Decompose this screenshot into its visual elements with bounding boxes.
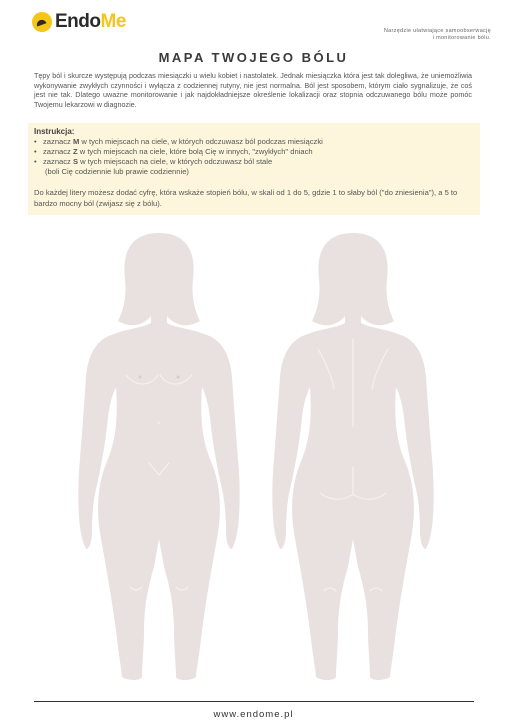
- body-silhouette-back: [268, 227, 438, 687]
- intro-paragraph: Tępy ból i skurcze występują podczas miesiączki u wielu kobiet i nastolatek. Jednak miesiączka która jest tak dolegliwa, że uniemożliwia wykonywanie zwykłych czynności i wyłącza z codziennej rutyny, nie jest normalna. Ból jest sposobem, którym ciało sygnalizuje, że coś jest nie tak. Dlatego uważne monitorowanie i jak najdokładniejsze określenie lokalizacji oraz stopnia odczuwanego bólu może pomóc Twojemu lekarzowi w diagnozie.: [34, 71, 472, 109]
- instruction-item-s: • zaznacz S w tych miejscach na ciele, w których odczuwasz ból stale: [34, 157, 273, 166]
- body-silhouette-front: [74, 227, 244, 687]
- tagline: [384, 28, 491, 42]
- instruction-item-z: • zaznacz Z w tych miejscach na ciele, które bolą Cię w innych, "zwykłych" dniach: [34, 147, 313, 156]
- page-title: MAPA TWOJEGO BÓLU: [158, 50, 349, 65]
- instruction-box: [28, 123, 480, 215]
- endome-logo: [32, 11, 126, 33]
- logo-text: EndoMe: [55, 11, 126, 32]
- pain-scale-note: Do każdej litery możesz dodać cyfrę, która wskaże stopień bólu, w skali od 1 do 5, gdzie 1 to słaby ból ("do zniesienia"), a 5 to bardzo mocny ból (zwijasz się z bólu).: [34, 188, 458, 208]
- footer-divider: [34, 701, 474, 702]
- tagline-line-2: i monitorowanie bólu.: [432, 35, 491, 41]
- instruction-list: [34, 137, 323, 177]
- footer-url[interactable]: www.endome.pl: [213, 709, 294, 720]
- instruction-sub-note: (boli Cię codziennie lub prawie codziennie): [45, 167, 189, 176]
- instruction-heading: Instrukcja:: [34, 127, 75, 136]
- logo-eye-icon: [32, 12, 52, 32]
- instruction-item-m: • zaznacz M w tych miejscach na ciele, w których odczuwasz ból podczas miesiączki: [34, 137, 323, 146]
- tagline-line-1: Narzędzie ułatwiające samoobserwację: [383, 28, 491, 34]
